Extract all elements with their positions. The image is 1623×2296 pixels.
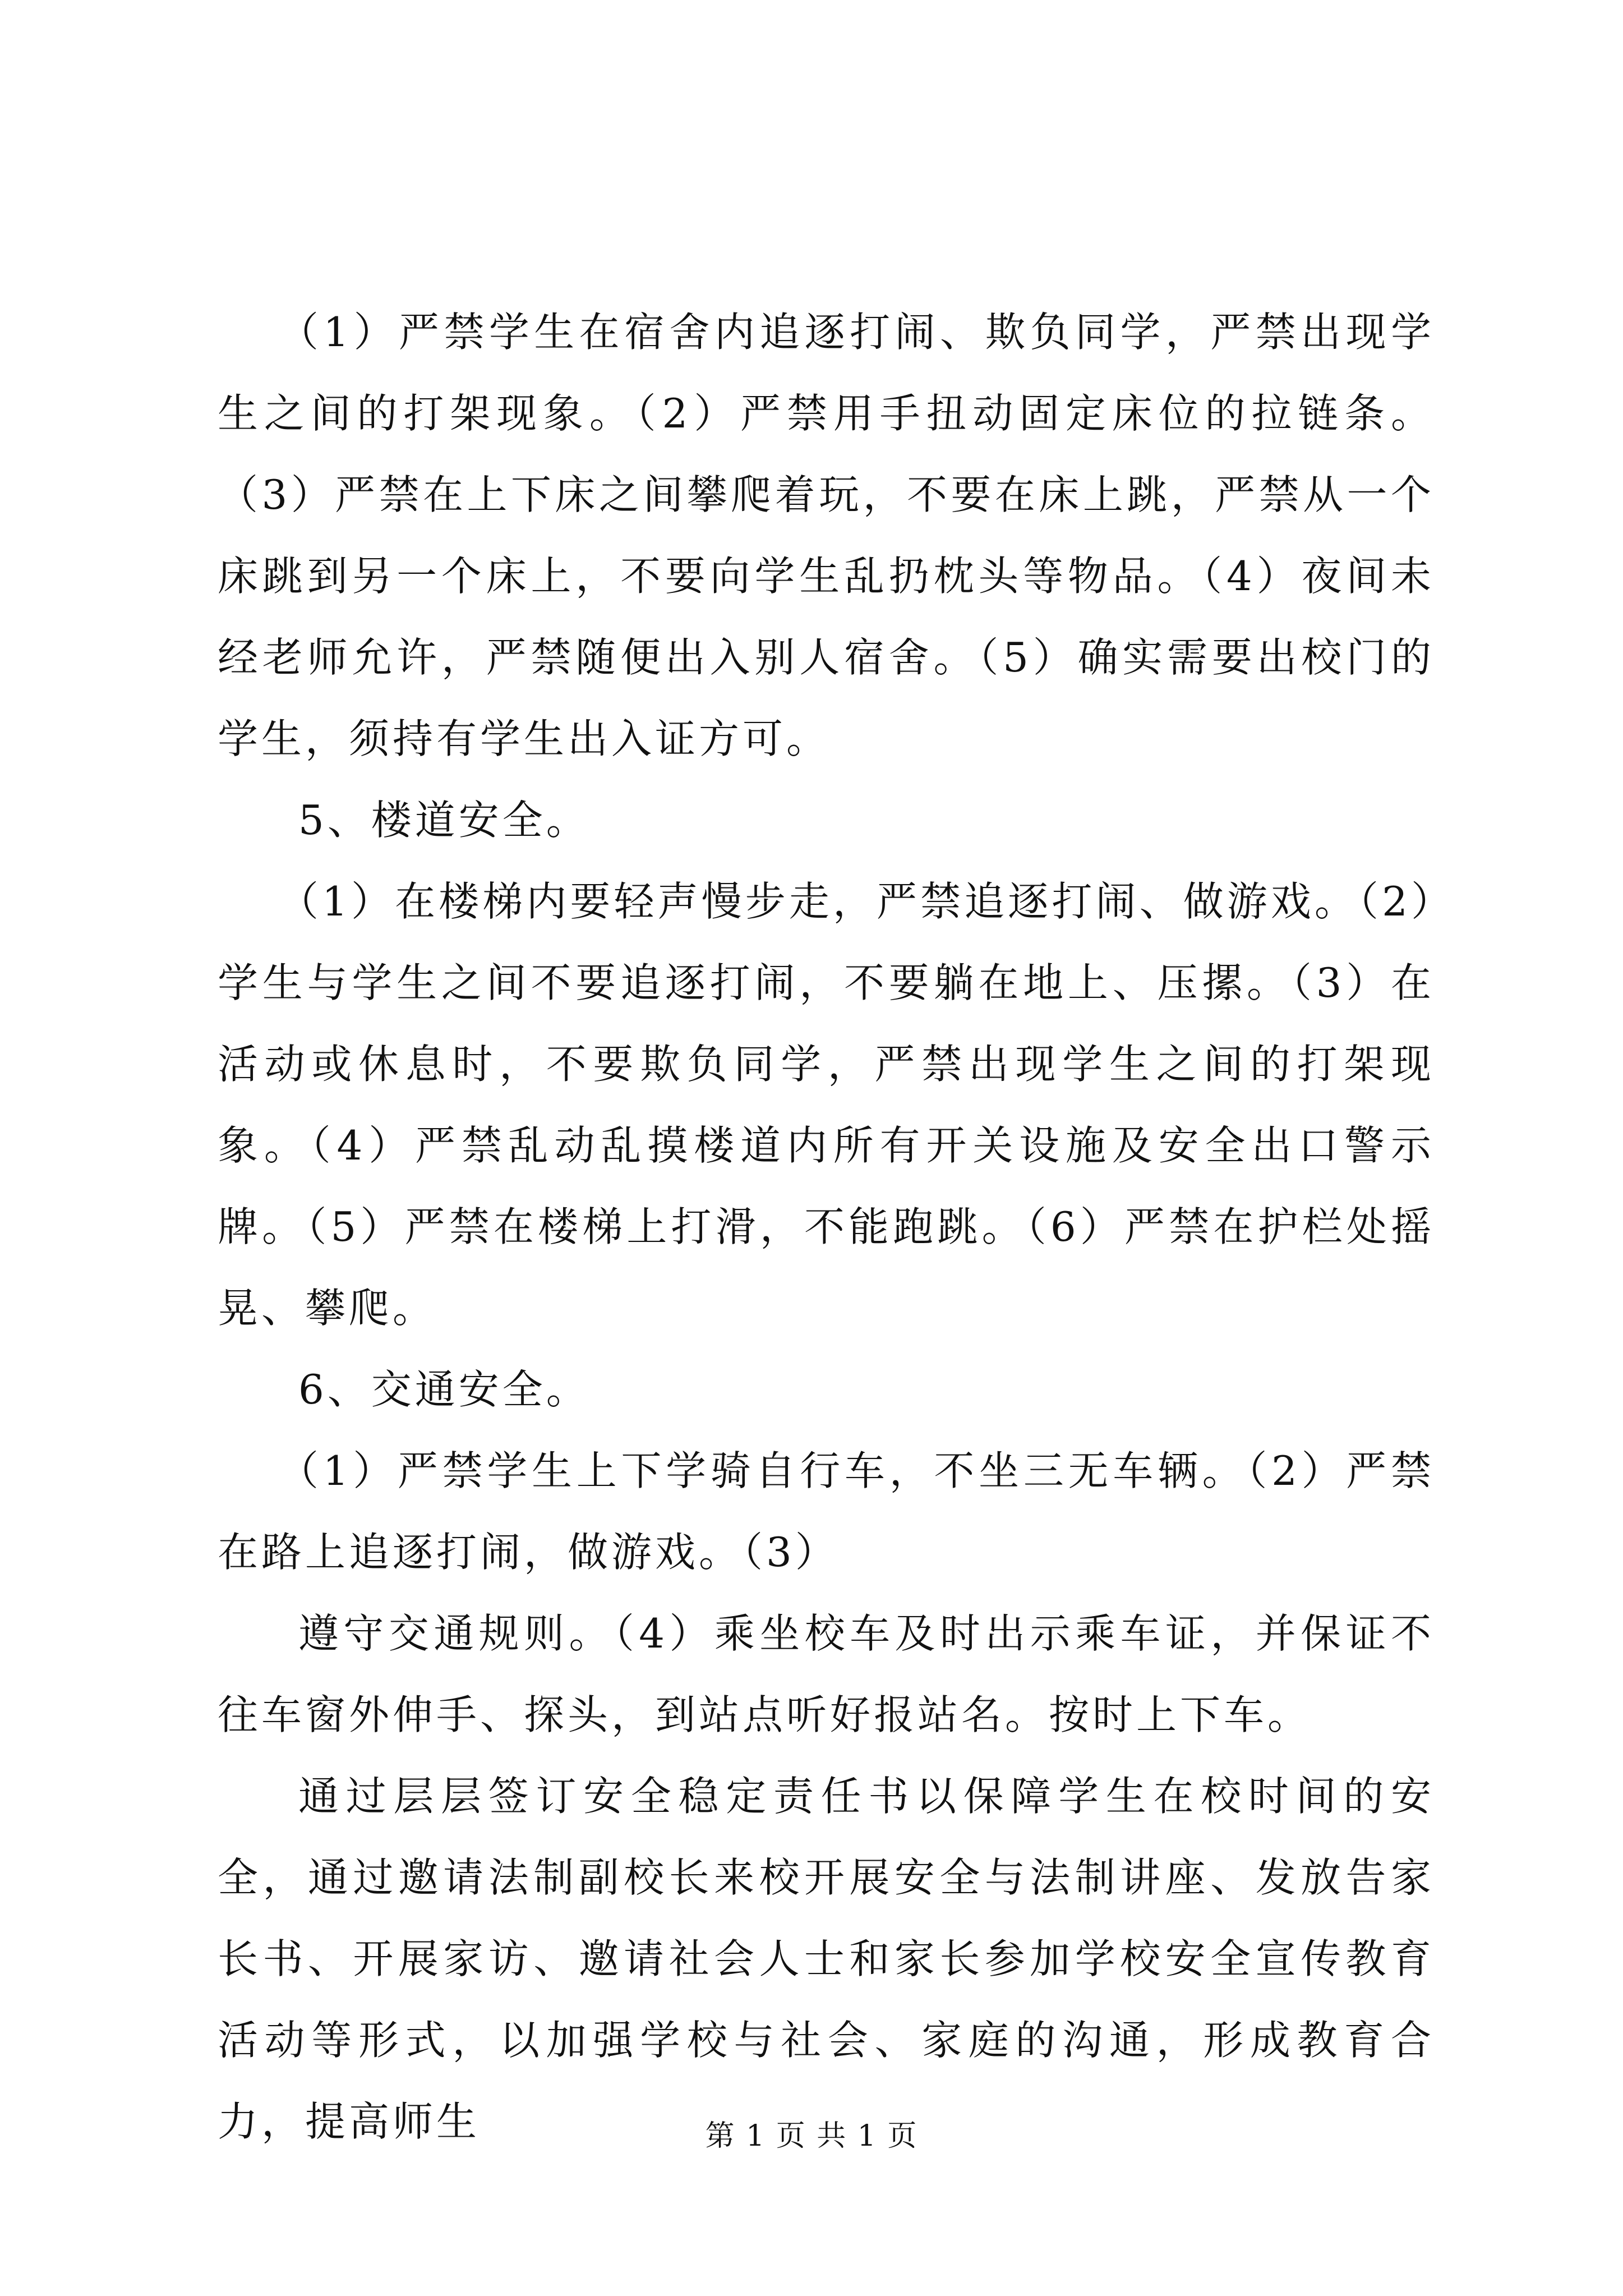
- document-body: [218, 292, 1435, 2162]
- section-heading-traffic-safety: 6、交通安全。: [298, 1366, 590, 1413]
- paragraph-dormitory-rules: （1）严禁学生在宿舍内追逐打闹、欺负同学，严禁出现学生之间的打架现象。（2）严禁用手扭动固定床位的拉链条。（3）严禁在上下床之间攀爬着玩，不要在床上跳，严禁从一个床跳到另一个床上，不要向学生乱扔枕头等物品。（4）夜间未经老师允许，严禁随便出入别人宿舍。（5）确实需要出校门的学生，须持有学生出入证方可。: [218, 309, 1435, 762]
- section-heading-corridor-safety: 5、楼道安全。: [298, 797, 590, 844]
- paragraph-responsibility-summary: 通过层层签订安全稳定责任书以保障学生在校时间的安全，通过邀请法制副校长来校开展安全与法制讲座、发放告家长书、开展家访、邀请社会人士和家长参加学校安全宣传教育活动等形式，以加强学校与社会、家庭的沟通，形成教育合力，提高师生: [218, 1773, 1435, 2145]
- paragraph-traffic-rules: （1）严禁学生上下学骑自行车，不坐三无车辆。（2）严禁在路上追逐打闹，做游戏。（3）: [218, 1447, 1435, 1576]
- paragraph-traffic-rules-continued: 遵守交通规则。（4）乘坐校车及时出示乘车证，并保证不往车窗外伸手、探头，到站点听好报站名。按时上下车。: [218, 1610, 1435, 1738]
- page-number-footer: 第 1 页 共 1 页: [705, 2119, 918, 2153]
- paragraph-corridor-rules: （1）在楼梯内要轻声慢步走，严禁追逐打闹、做游戏。（2）学生与学生之间不要追逐打闹，不要躺在地上、压摞。（3）在活动或休息时，不要欺负同学，严禁出现学生之间的打架现象。（4）严禁乱动乱摸楼道内所有开关设施及安全出口警示牌。（5）严禁在楼梯上打滑，不能跑跳。（6）严禁在护栏处摇晃、攀爬。: [218, 878, 1435, 1332]
